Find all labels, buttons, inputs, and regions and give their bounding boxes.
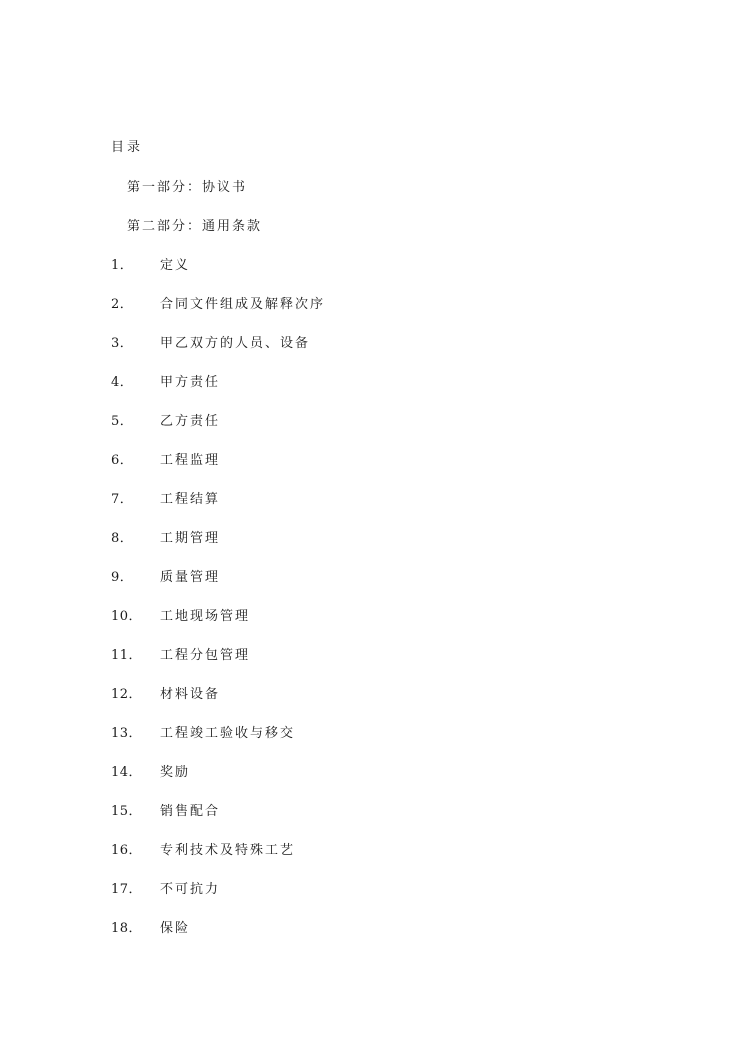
clause-number: 6． [111,453,134,468]
clause-number: 3． [111,336,134,351]
clause-label: 乙方责任 [160,414,221,429]
toc-clause [111,683,511,722]
toc-clause [111,293,511,332]
toc-clause [111,644,511,683]
clause-label: 质量管理 [160,570,221,585]
toc-clause [111,527,511,566]
clause-label: 工程竣工验收与移交 [160,726,296,741]
toc-title: 目录 [111,140,144,155]
clause-number: 4． [111,375,134,390]
toc-clause [111,410,511,449]
toc-clause [111,566,511,605]
toc-clause [111,254,511,293]
clause-number: 16． [111,843,143,858]
clause-number: 8． [111,531,134,546]
toc-clause [111,371,511,410]
toc-clause [111,878,511,917]
clause-number: 15． [111,804,143,819]
clause-number: 1． [111,258,134,273]
clause-label: 工程监理 [160,453,221,468]
clause-number: 13． [111,726,143,741]
clause-label: 专利技术及特殊工艺 [160,843,296,858]
clause-number: 9． [111,570,134,585]
toc-clause [111,605,511,644]
toc-clause [111,917,511,956]
clause-number: 11． [111,648,143,663]
clause-number: 12． [111,687,143,702]
clause-label: 奖励 [160,765,191,780]
toc-clause [111,332,511,371]
clause-label: 保险 [160,921,191,936]
toc-clause [111,488,511,527]
clause-label: 工程结算 [160,492,221,507]
clause-number: 7． [111,492,134,507]
clause-number: 5． [111,414,134,429]
toc-part-1: 第一部分：协议书 [127,180,248,195]
clause-label: 工地现场管理 [160,609,251,624]
clause-label: 销售配合 [160,804,221,819]
clause-number: 18． [111,921,143,936]
clause-label: 甲方责任 [160,375,221,390]
toc-clause [111,722,511,761]
clause-label: 不可抗力 [160,882,221,897]
toc-clause [111,839,511,878]
clause-number: 14． [111,765,143,780]
clause-label: 工程分包管理 [160,648,251,663]
clause-number: 10． [111,609,143,624]
toc-clause-list [111,254,511,956]
toc-clause [111,761,511,800]
toc-part-2: 第二部分：通用条款 [127,219,263,234]
clause-number: 17． [111,882,143,897]
toc-clause [111,449,511,488]
clause-label: 材料设备 [160,687,221,702]
toc-clause [111,800,511,839]
clause-number: 2． [111,297,134,312]
clause-label: 合同文件组成及解释次序 [160,297,326,312]
clause-label: 定义 [160,258,191,273]
clause-label: 甲乙双方的人员、设备 [160,336,311,351]
clause-label: 工期管理 [160,531,221,546]
